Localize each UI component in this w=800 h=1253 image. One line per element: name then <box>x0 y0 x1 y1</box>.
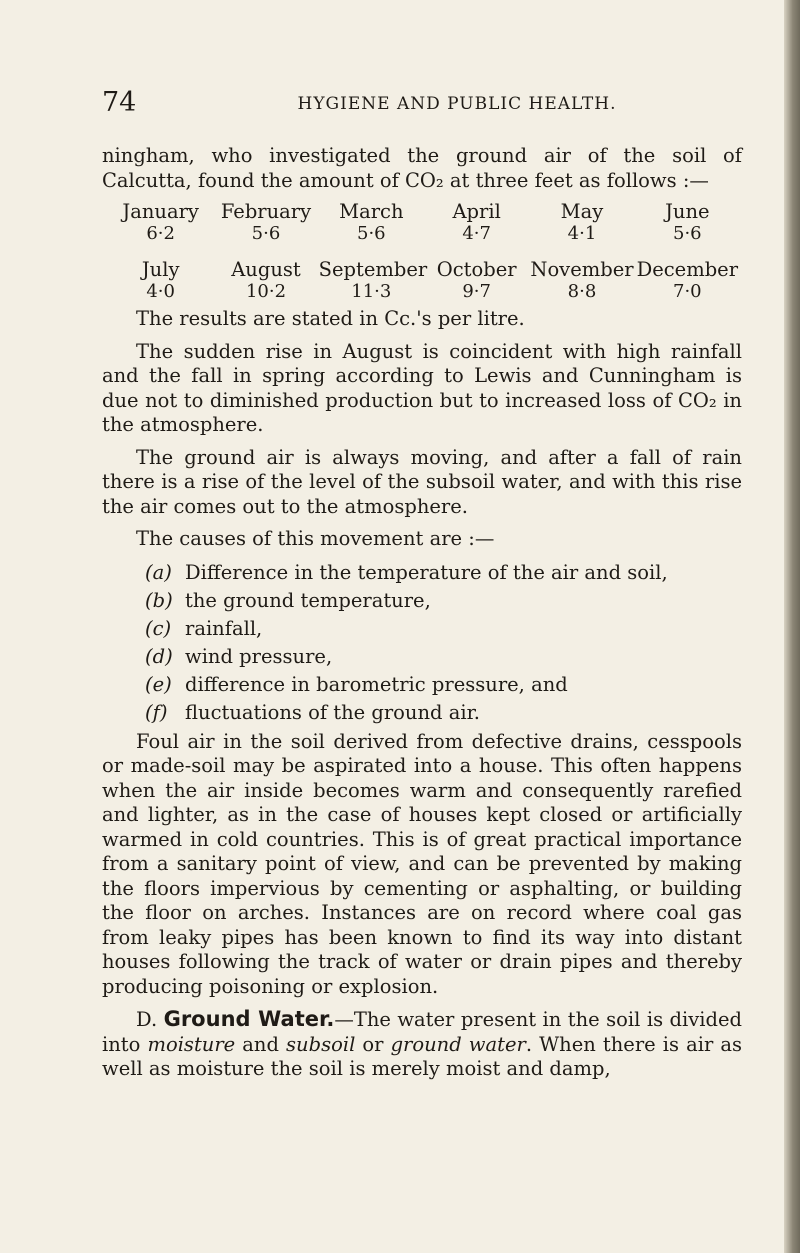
causes-intro: The causes of this movement are :— <box>136 527 495 550</box>
list-item-text: fluctuations of the ground air. <box>185 700 480 724</box>
table-cell-value: 5·6 <box>251 223 281 244</box>
list-item-label: (d) <box>145 644 173 668</box>
section-text: or <box>355 1032 391 1056</box>
page-header <box>102 88 782 122</box>
table-cell-month: October <box>436 258 517 281</box>
paragraph-ground-air: The ground air is always moving, and after a fall of rain there is a rise of the level of the subsoil water, and with this rise the air comes out to the atmosphere. <box>102 445 742 518</box>
table-cell-value: 4·7 <box>462 223 491 244</box>
term-moisture: moisture <box>147 1032 236 1056</box>
table-cell-month: June <box>665 200 710 223</box>
term-subsoil: subsoil <box>286 1032 356 1056</box>
results-note: The results are stated in Cc.'s per litre. <box>136 307 525 330</box>
table-cell-value: 5·6 <box>357 223 386 244</box>
list-item-text: Difference in the temperature of the air and soil, <box>185 560 668 584</box>
section-number: D. <box>136 1008 158 1031</box>
section-text: and <box>235 1032 287 1056</box>
table-row-values-1 <box>108 223 740 245</box>
page-body <box>102 144 742 1082</box>
list-item <box>145 643 742 671</box>
list-item-label: (b) <box>145 588 173 612</box>
table-row-months-1 <box>108 201 740 223</box>
running-head: HYGIENE AND PUBLIC HEALTH. <box>297 94 617 114</box>
table-cell-value: 5·6 <box>673 223 702 244</box>
list-item <box>145 615 742 643</box>
table-cell-month: August <box>231 258 301 281</box>
table-cell-month: March <box>339 200 404 223</box>
list-item-label: (c) <box>145 616 172 640</box>
list-item-text: wind pressure, <box>185 644 333 668</box>
section-text: . When there is air as well as moisture the soil is merely moist and damp, <box>102 1032 742 1080</box>
page-edge-shadow <box>784 0 800 1253</box>
table-spacer <box>108 245 740 259</box>
section-heading: Ground Water. <box>163 1007 335 1031</box>
section-ground-water <box>102 1007 742 1082</box>
table-cell-month: November <box>530 258 634 281</box>
causes-list <box>145 559 742 727</box>
table-cell-value: 9·7 <box>462 281 491 302</box>
list-item <box>145 699 742 727</box>
paragraph-sudden-rise: The sudden rise in August is coincident with high rainfall and the fall in spring according to Lewis and Cunningham is due not to diminished production but to increased loss of CO₂ in the atmosphere. <box>102 339 742 436</box>
list-item <box>145 559 742 587</box>
term-ground-water: ground water <box>390 1032 526 1056</box>
table-cell-month: December <box>636 258 739 281</box>
table-row-values-2 <box>108 281 740 303</box>
paragraph-foul-air: Foul air in the soil derived from defective drains, cesspools or made-soil may be aspirated into a house. This often happens when the air inside becomes warm and consequently rarefied and lighter, as in the case of houses kept closed or artificially warmed in cold countries. This is of great practical importance from a sanitary point of view, and can be prevented by making the floors impervious by cementing or asphalting, or building the floor on arches. Instances are on record where coal gas from leaky pipes has been known to find its way into distant houses following the track of water or drain pipes and thereby producing poisoning or explosion. <box>102 729 742 998</box>
section-text: —The water present in the soil is divided into <box>102 1008 742 1056</box>
table-cell-value: 10·2 <box>245 281 287 302</box>
table-cell-month: May <box>560 200 604 223</box>
co2-monthly-table <box>108 201 740 303</box>
table-cell-month: February <box>220 200 312 223</box>
table-row-months-2 <box>108 259 740 281</box>
table-cell-month: April <box>452 200 501 223</box>
list-item-label: (a) <box>145 560 172 584</box>
table-cell-month: September <box>318 258 428 281</box>
table-cell-value: 8·8 <box>567 281 597 302</box>
list-item <box>145 671 742 699</box>
table-cell-value: 7·0 <box>673 281 702 302</box>
list-item-text: difference in barometric pressure, and <box>185 672 568 696</box>
list-item-label: (e) <box>145 672 172 696</box>
table-cell-value: 6·2 <box>146 223 175 244</box>
paragraph-opening: ningham, who investigated the ground air of the soil of Calcutta, found the amount of CO₂ at three feet as follows :— <box>102 144 742 192</box>
table-cell-month: January <box>122 200 199 223</box>
table-cell-value: 4·1 <box>567 223 597 244</box>
list-item <box>145 587 742 615</box>
table-cell-value: 4·0 <box>146 281 175 302</box>
list-item-text: rainfall, <box>185 616 263 640</box>
table-cell-month: July <box>141 258 180 281</box>
page-number: 74 <box>102 87 137 118</box>
list-item-label: (f) <box>145 700 168 724</box>
list-item-text: the ground temperature, <box>185 588 431 612</box>
table-cell-value: 11·3 <box>351 281 392 302</box>
